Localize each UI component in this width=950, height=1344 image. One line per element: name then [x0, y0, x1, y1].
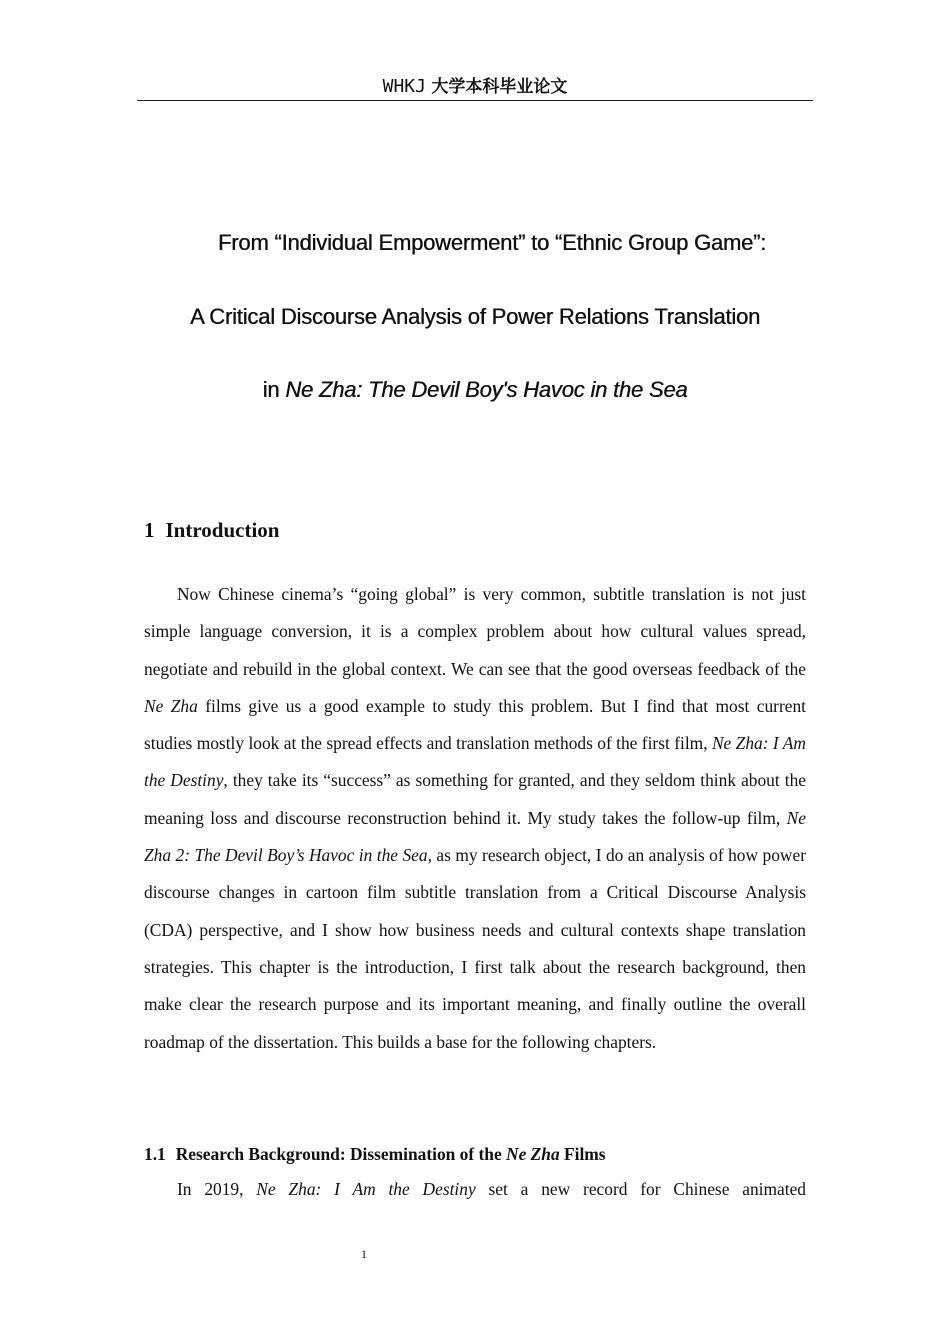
title-line-2: A Critical Discourse Analysis of Power Relations Translation [189, 304, 761, 329]
intro-film-2: Ne Zha: I Am the Destiny [144, 733, 806, 791]
background-paragraph [144, 1171, 806, 1208]
subsection-title-suffix: Films [564, 1144, 606, 1164]
subsection-heading [144, 1142, 606, 1166]
subsection-title-film: Ne Zha [506, 1144, 560, 1164]
page-number: 1 [361, 1247, 367, 1261]
intro-text-3: , they take its “success” as something for granted, and they seldom think about the meaning loss and discourse reconstruction behind it. My study takes the follow-up film, [144, 770, 807, 828]
running-header [137, 74, 813, 101]
intro-paragraph [144, 576, 806, 1061]
intro-film-3: Ne Zha 2: The Devil Boy’s Havoc in the Sea [144, 807, 806, 866]
header-latin: WHKJ [382, 76, 426, 97]
intro-text-2: films give us a good example to study this problem. But I find that most current studies mostly look at the spread effects and translation methods of the first film, [144, 695, 806, 754]
background-film: Ne Zha: I Am the Destiny [256, 1179, 476, 1199]
intro-film-1: Ne Zha [144, 695, 198, 716]
section-number: 1 [144, 518, 155, 542]
intro-text-1: Now Chinese cinema’s “going global” is very common, subtitle translation is not just simple language conversion, it is a complex problem about how cultural values spread, negotiate and rebuild in the global context. We can see that the good overseas feedback of the [144, 584, 806, 679]
header-cjk: 大学本科毕业论文 [431, 77, 568, 97]
title-line-1: From “Individual Empowerment” to “Ethnic Group Game”: [217, 230, 767, 255]
intro-text-4: , as my research object, I do an analysis of how power discourse changes in cartoon film subtitle translation from a Critical Discourse Analysis (CDA) perspective, and I show how business needs and cultural contexts shape translation strategies. This chapter is the introduction, I first talk about the research background, then make clear the research purpose and its important meaning, and finally outline the overall roadmap of the dissertation. This builds a base for the following chapters. [144, 845, 806, 1052]
background-text-2: set a new record for Chinese animated [488, 1179, 806, 1199]
title-line-3-prefix: in [262, 377, 280, 402]
title-line-3 [0, 377, 950, 403]
section-title: Introduction [165, 518, 280, 542]
background-text-1: In 2019, [177, 1179, 244, 1199]
subsection-title-prefix: Research Background: Dissemination of the [175, 1144, 502, 1164]
title-film-name: Ne Zha: The Devil Boy's Havoc in the Sea [285, 377, 688, 402]
section-heading [144, 518, 279, 543]
subsection-number: 1.1 [144, 1144, 166, 1164]
